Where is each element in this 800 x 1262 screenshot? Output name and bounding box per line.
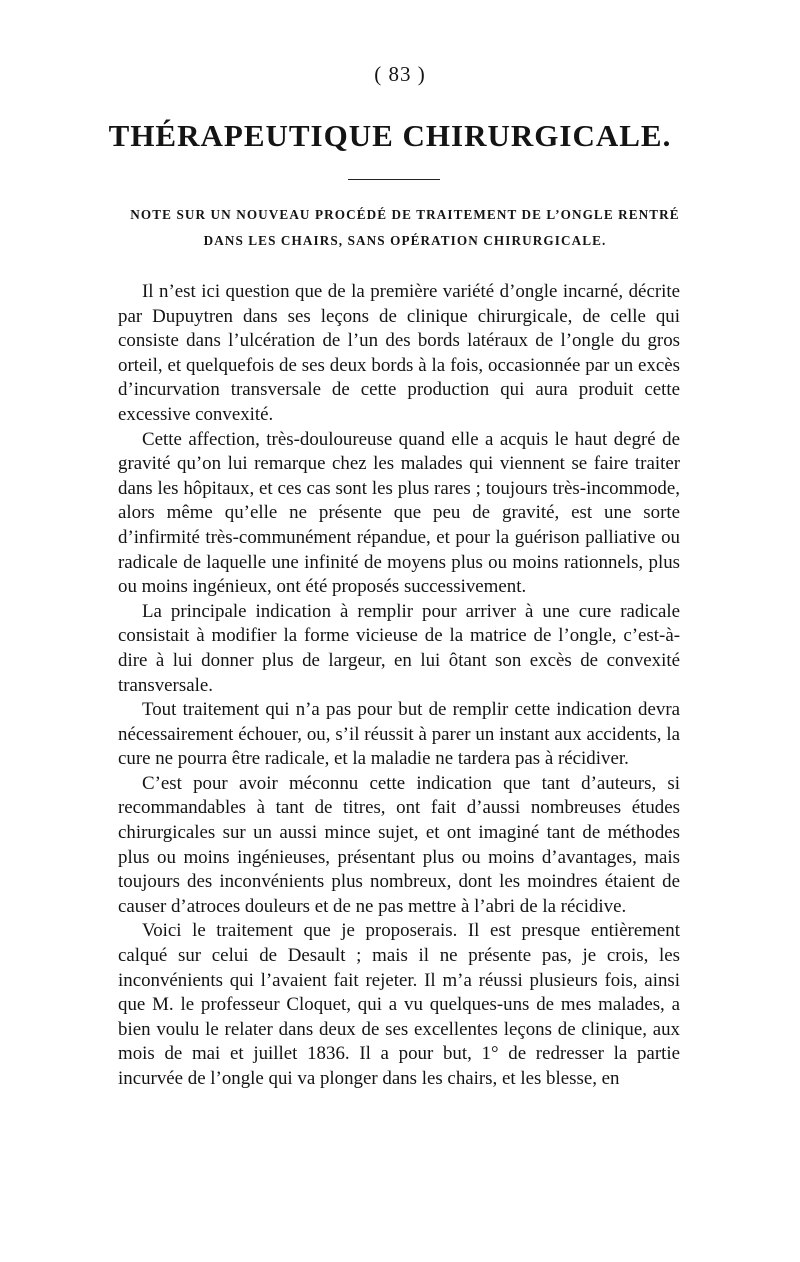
title-divider [348,179,440,180]
paragraph: Il n’est ici question que de la première variété d’ongle incarné, décrite par Dupuytren dans ses leçons de clinique chirurgicale, de celle qui consiste dans l’ulcération de l’un des bords latéraux de l’ongle du gros orteil, et quelquefois de ses deux bords à la fois, occasionnée par un excès d’incurvation transversale de cette production qui aura produit cette excessive convexité. [118,281,680,425]
page-number: ( 83 ) [374,62,426,86]
article-body [118,280,680,1092]
paragraph: Tout traitement qui n’a pas pour but de remplir cette indication devra nécessairement échouer, ou, s’il réussit à parer un instant aux accidents, la cure ne pourra être radicale, et la maladie ne tardera pas à récidiver. [118,699,680,770]
article-subtitle: NOTE SUR UN NOUVEAU PROCÉDÉ DE TRAITEMENT DE L’ONGLE RENTRÉ DANS LES CHAIRS, SANS OPÉRATION CHIRURGICALE. [130,207,680,248]
paragraph: Voici le traitement que je proposerais. Il est presque entièrement calqué sur celui de Desault ; mais il ne présente pas, je crois, les inconvénients qui l’avaient fait rejeter. Il m’a réussi plusieurs fois, ainsi que M. le professeur Cloquet, qui a vu quelques-uns de mes malades, a bien voulu le relater dans deux de ses excellentes leçons de clinique, aux mois de mai et juillet 1836. Il a pour but, 1° de redresser la partie incurvée de l’ongle qui va plonger dans les chairs, et les blesse, en [118,920,680,1089]
paragraph: Cette affection, très-douloureuse quand elle a acquis le haut degré de gravité qu’on lui remarque chez les malades qui viennent se faire traiter dans les hôpitaux, et ces cas sont les plus rares ; toujours très-incommode, alors même qu’elle ne présente que peu de gravité, est une sorte d’infirmité très-communément répandue, et pour la guérison palliative ou radicale de laquelle une infinité de moyens plus ou moins rationnels, plus ou moins ingénieux, ont été proposés successivement. [118,428,680,598]
paragraph: C’est pour avoir méconnu cette indication que tant d’auteurs, si recommandables à tant de titres, ont fait d’aussi nombreuses études chirurgicales sur un aussi mince sujet, et ont imaginé tant de méthodes plus ou moins ingénieuses, présentant plus ou moins d’avantages, mais toujours des inconvénients plus nombreux, dont les moindres étaient de causer d’atroces douleurs et de ne pas mettre à l’abri de la récidive. [118,772,680,917]
paragraph: La principale indication à remplir pour arriver à une cure radicale consistait à modifier la forme vicieuse de la matrice de l’ongle, c’est-à-dire à lui donner plus de largeur, en lui ôtant son excès de convexité transversale. [118,600,680,696]
section-title: THÉRAPEUTIQUE CHIRURGICALE. [108,118,672,153]
